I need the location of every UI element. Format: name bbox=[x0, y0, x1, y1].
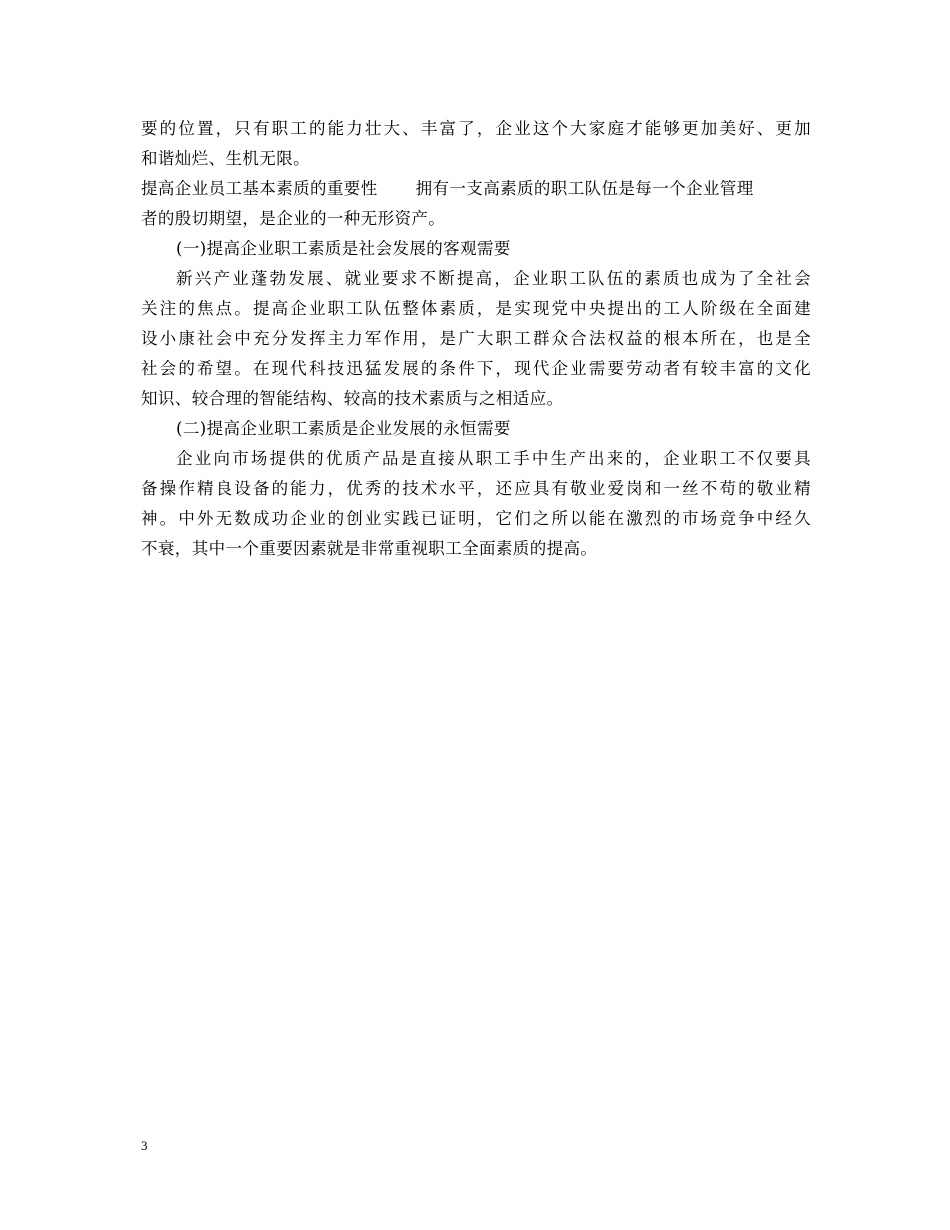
section-lead-line bbox=[141, 174, 811, 204]
paragraph-line: 设小康社会中充分发挥主力军作用，是广大职工群众合法权益的根本所在，也是全 bbox=[141, 329, 811, 348]
body-line: 者的殷切期望，是企业的一种无形资产。 bbox=[141, 209, 446, 228]
paragraph-line: 不衰，其中一个重要因素就是非常重视职工全面素质的提高。 bbox=[141, 539, 598, 558]
paragraph-line: 关注的焦点。提高企业职工队伍整体素质，是实现党中央提出的工人阶级在全面建 bbox=[141, 299, 811, 318]
paragraph-line: 备操作精良设备的能力，优秀的技术水平，还应具有敬业爱岗和一丝不苟的敬业精 bbox=[141, 479, 811, 498]
paragraph-line: 新兴产业蓬勃发展、就业要求不断提高，企业职工队伍的素质也成为了全社会 bbox=[176, 269, 811, 288]
paragraph-line: 知识、较合理的智能结构、较高的技术素质与之相适应。 bbox=[141, 389, 564, 408]
page-number: 3 bbox=[141, 1138, 148, 1153]
body-text-inline: 拥有一支高素质的职工队伍是每一个企业管理 bbox=[415, 179, 754, 198]
body-line: 要的位置，只有职工的能力壮大、丰富了，企业这个大家庭才能够更加美好、更加 bbox=[141, 119, 811, 138]
paragraph-line: 社会的希望。在现代科技迅猛发展的条件下，现代企业需要劳动者有较丰富的文化 bbox=[141, 359, 811, 378]
paragraph-line: 企业向市场提供的优质产品是直接从职工手中生产出来的，企业职工不仅要具 bbox=[176, 449, 811, 468]
body-line: 和谐灿烂、生机无限。 bbox=[141, 149, 310, 168]
document-body bbox=[141, 114, 811, 564]
paragraph-line: 神。中外无数成功企业的创业实践已证明，它们之所以能在激烈的市场竞争中经久 bbox=[141, 509, 811, 528]
section-title-inline: 提高企业员工基本素质的重要性 bbox=[141, 179, 378, 198]
subheading-2: (二)提高企业职工素质是企业发展的永恒需要 bbox=[176, 419, 511, 438]
subheading-1: (一)提高企业职工素质是社会发展的客观需要 bbox=[176, 239, 511, 258]
